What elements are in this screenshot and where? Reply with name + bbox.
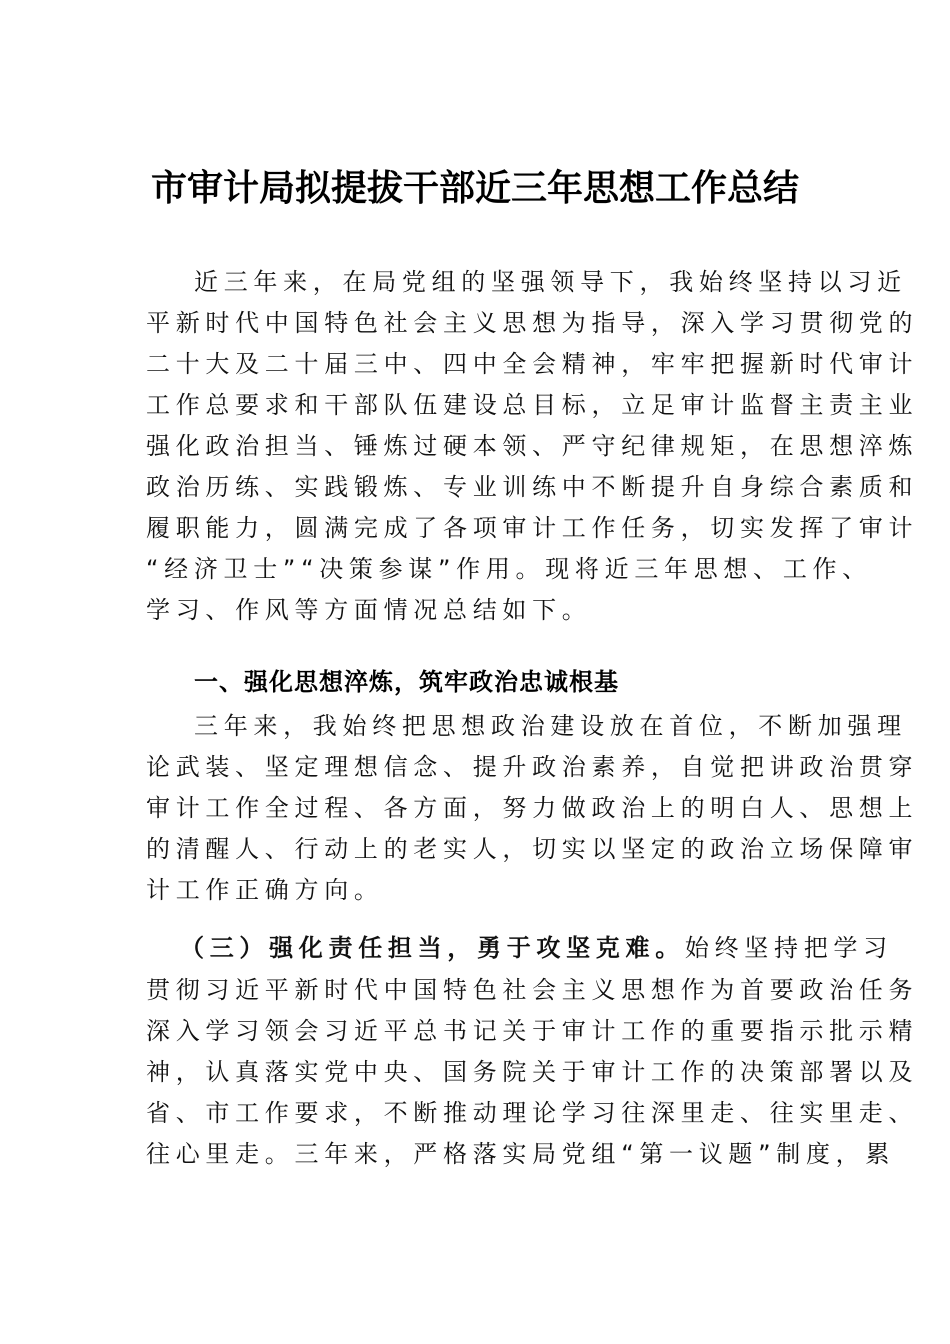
subsection-lead: （三）强化责任担当，勇于攻坚克难。 [180,933,685,962]
intro-line: 工作总要求和干部队伍建设总目标，立足审计监督主责主业 [146,391,919,419]
paragraph-line: 贯彻习近平新时代中国特色社会主义思想作为首要政治任务 [146,976,919,1004]
intro-line: 学习、作风等方面情况总结如下。 [146,596,592,624]
paragraph-line: 神，认真落实党中央、国务院关于审计工作的决策部署以及 [146,1058,919,1086]
subsection-first-line-rest: 始终坚持把学习 [684,934,893,962]
paragraph-line: 深入学习领会习近平总书记关于审计工作的重要指示批示精 [146,1017,919,1045]
intro-line: “经济卫士”“决策参谋”作用。现将近三年思想、工作、 [146,555,872,583]
paragraph-line: 往心里走。三年来，严格落实局党组“第一议题”制度，累 [146,1140,896,1168]
section-heading: 一、强化思想淬炼，筑牢政治忠诚根基 [194,668,619,696]
paragraph-line: 审计工作全过程、各方面，努力做政治上的明白人、思想上 [146,794,919,822]
intro-line: 政治历练、实践锻炼、专业训练中不断提升自身综合素质和 [146,473,919,501]
intro-line: 近三年来，在局党组的坚强领导下，我始终坚持以习近 [194,268,907,296]
document-title: 市审计局拟提拔干部近三年思想工作总结 [150,167,799,209]
paragraph-line: 三年来，我始终把思想政治建设放在首位，不断加强理 [194,712,907,740]
paragraph-line: 的清醒人、行动上的老实人，切实以坚定的政治立场保障审 [146,835,919,863]
paragraph-line: 省、市工作要求，不断推动理论学习往深里走、往实里走、 [146,1099,919,1127]
paragraph-line: 计工作正确方向。 [146,876,384,904]
intro-line: 平新时代中国特色社会主义思想为指导，深入学习贯彻党的 [146,309,919,337]
intro-line: 二十大及二十届三中、四中全会精神，牢牢把握新时代审计 [146,350,919,378]
paragraph-line: 论武装、坚定理想信念、提升政治素养，自觉把讲政治贯穿 [146,753,919,781]
intro-line: 履职能力，圆满完成了各项审计工作任务，切实发挥了审计 [146,514,919,542]
subsection-first-line [180,928,893,968]
intro-line: 强化政治担当、锤炼过硬本领、严守纪律规矩，在思想淬炼 [146,432,919,460]
